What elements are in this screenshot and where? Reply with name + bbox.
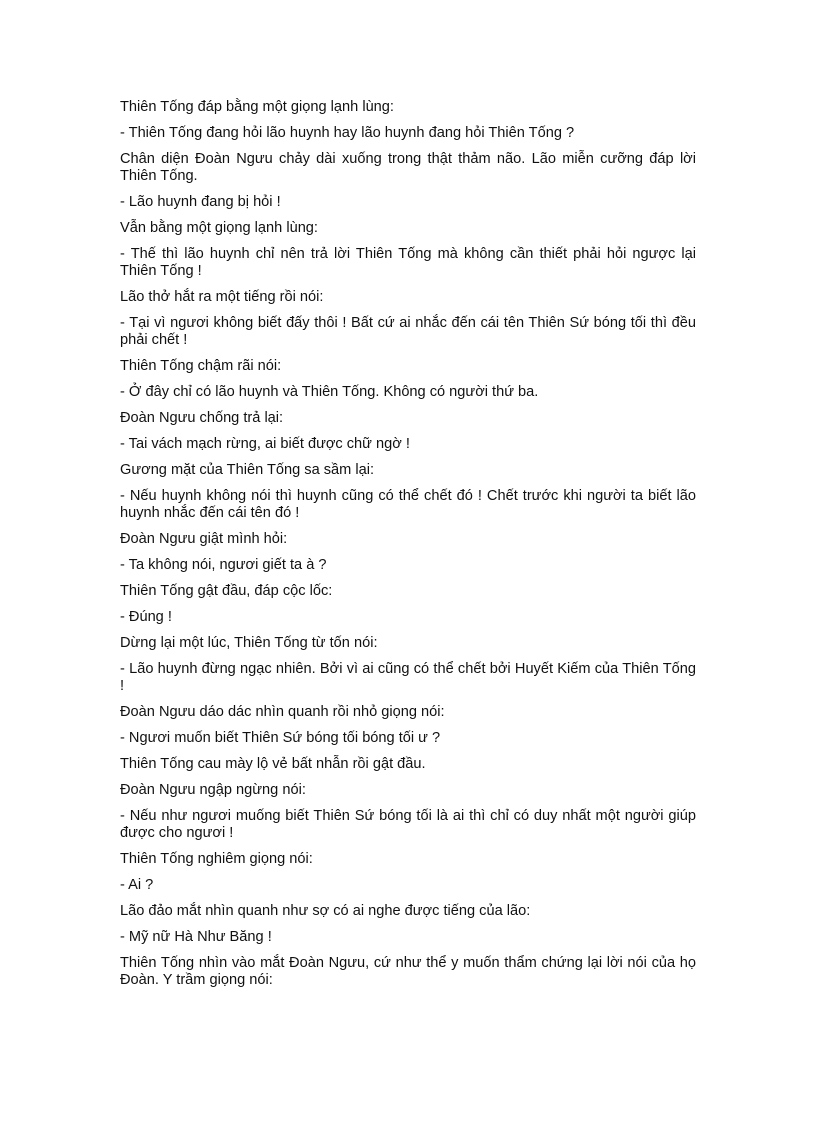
paragraph: - Ta không nói, ngươi giết ta à ? xyxy=(120,557,327,573)
paragraph: - Tai vách mạch rừng, ai biết được chữ ngờ ! xyxy=(120,436,410,452)
paragraph: - Ở đây chỉ có lão huynh và Thiên Tống. Không có người thứ ba. xyxy=(120,384,539,400)
paragraph: Thiên Tống nhìn vào mắt Đoàn Ngưu, cứ như thể y muốn thẩm chứng lại lời nói của họ Đoàn. Y trầm giọng nói: xyxy=(120,955,696,988)
paragraph: - Mỹ nữ Hà Như Băng ! xyxy=(120,929,272,945)
paragraph: Thiên Tống nghiêm giọng nói: xyxy=(120,851,313,867)
paragraph: - Ngươi muốn biết Thiên Sứ bóng tối bóng tối ư ? xyxy=(120,730,441,746)
document-body xyxy=(120,99,696,998)
paragraph: Thiên Tống cau mày lộ vẻ bất nhẫn rồi gật đầu. xyxy=(120,756,426,772)
paragraph: Lão thở hắt ra một tiếng rồi nói: xyxy=(120,289,324,305)
paragraph: - Nếu huynh không nói thì huynh cũng có thể chết đó ! Chết trước khi người ta biết lão huynh nhắc đến cái tên đó ! xyxy=(120,488,696,521)
paragraph: Lão đảo mắt nhìn quanh như sợ có ai nghe được tiếng của lão: xyxy=(120,903,531,919)
paragraph: - Thiên Tống đang hỏi lão huynh hay lão huynh đang hỏi Thiên Tống ? xyxy=(120,125,575,141)
paragraph: - Đúng ! xyxy=(120,609,172,625)
paragraph: - Lão huynh đừng ngạc nhiên. Bởi vì ai cũng có thể chết bởi Huyết Kiếm của Thiên Tống ! xyxy=(120,661,696,694)
paragraph: - Tại vì ngươi không biết đấy thôi ! Bất cứ ai nhắc đến cái tên Thiên Sứ bóng tối thì đều phải chết ! xyxy=(120,315,696,348)
paragraph: Vẫn bằng một giọng lạnh lùng: xyxy=(120,220,318,236)
paragraph: Thiên Tống chậm rãi nói: xyxy=(120,358,282,374)
paragraph: Dừng lại một lúc, Thiên Tống từ tốn nói: xyxy=(120,635,378,651)
paragraph: Đoàn Ngưu dáo dác nhìn quanh rồi nhỏ giọng nói: xyxy=(120,704,445,720)
paragraph: Gương mặt của Thiên Tống sa sầm lại: xyxy=(120,462,375,478)
paragraph: - Thế thì lão huynh chỉ nên trả lời Thiên Tống mà không cần thiết phải hỏi ngược lại Thiên Tống ! xyxy=(120,246,696,279)
paragraph: Đoàn Ngưu ngập ngừng nói: xyxy=(120,782,306,798)
paragraph: Đoàn Ngưu chống trả lại: xyxy=(120,410,284,426)
paragraph: Thiên Tống gật đầu, đáp cộc lốc: xyxy=(120,583,333,599)
paragraph: Thiên Tống đáp bằng một giọng lạnh lùng: xyxy=(120,99,394,115)
paragraph: Đoàn Ngưu giật mình hỏi: xyxy=(120,531,288,547)
paragraph: Chân diện Đoàn Ngưu chảy dài xuống trong thật thảm não. Lão miễn cưỡng đáp lời Thiên Tống. xyxy=(120,151,696,184)
paragraph: - Lão huynh đang bị hỏi ! xyxy=(120,194,281,210)
paragraph: - Ai ? xyxy=(120,877,154,893)
paragraph: - Nếu như ngươi muống biết Thiên Sứ bóng tối là ai thì chỉ có duy nhất một người giúp được cho ngươi ! xyxy=(120,808,696,841)
